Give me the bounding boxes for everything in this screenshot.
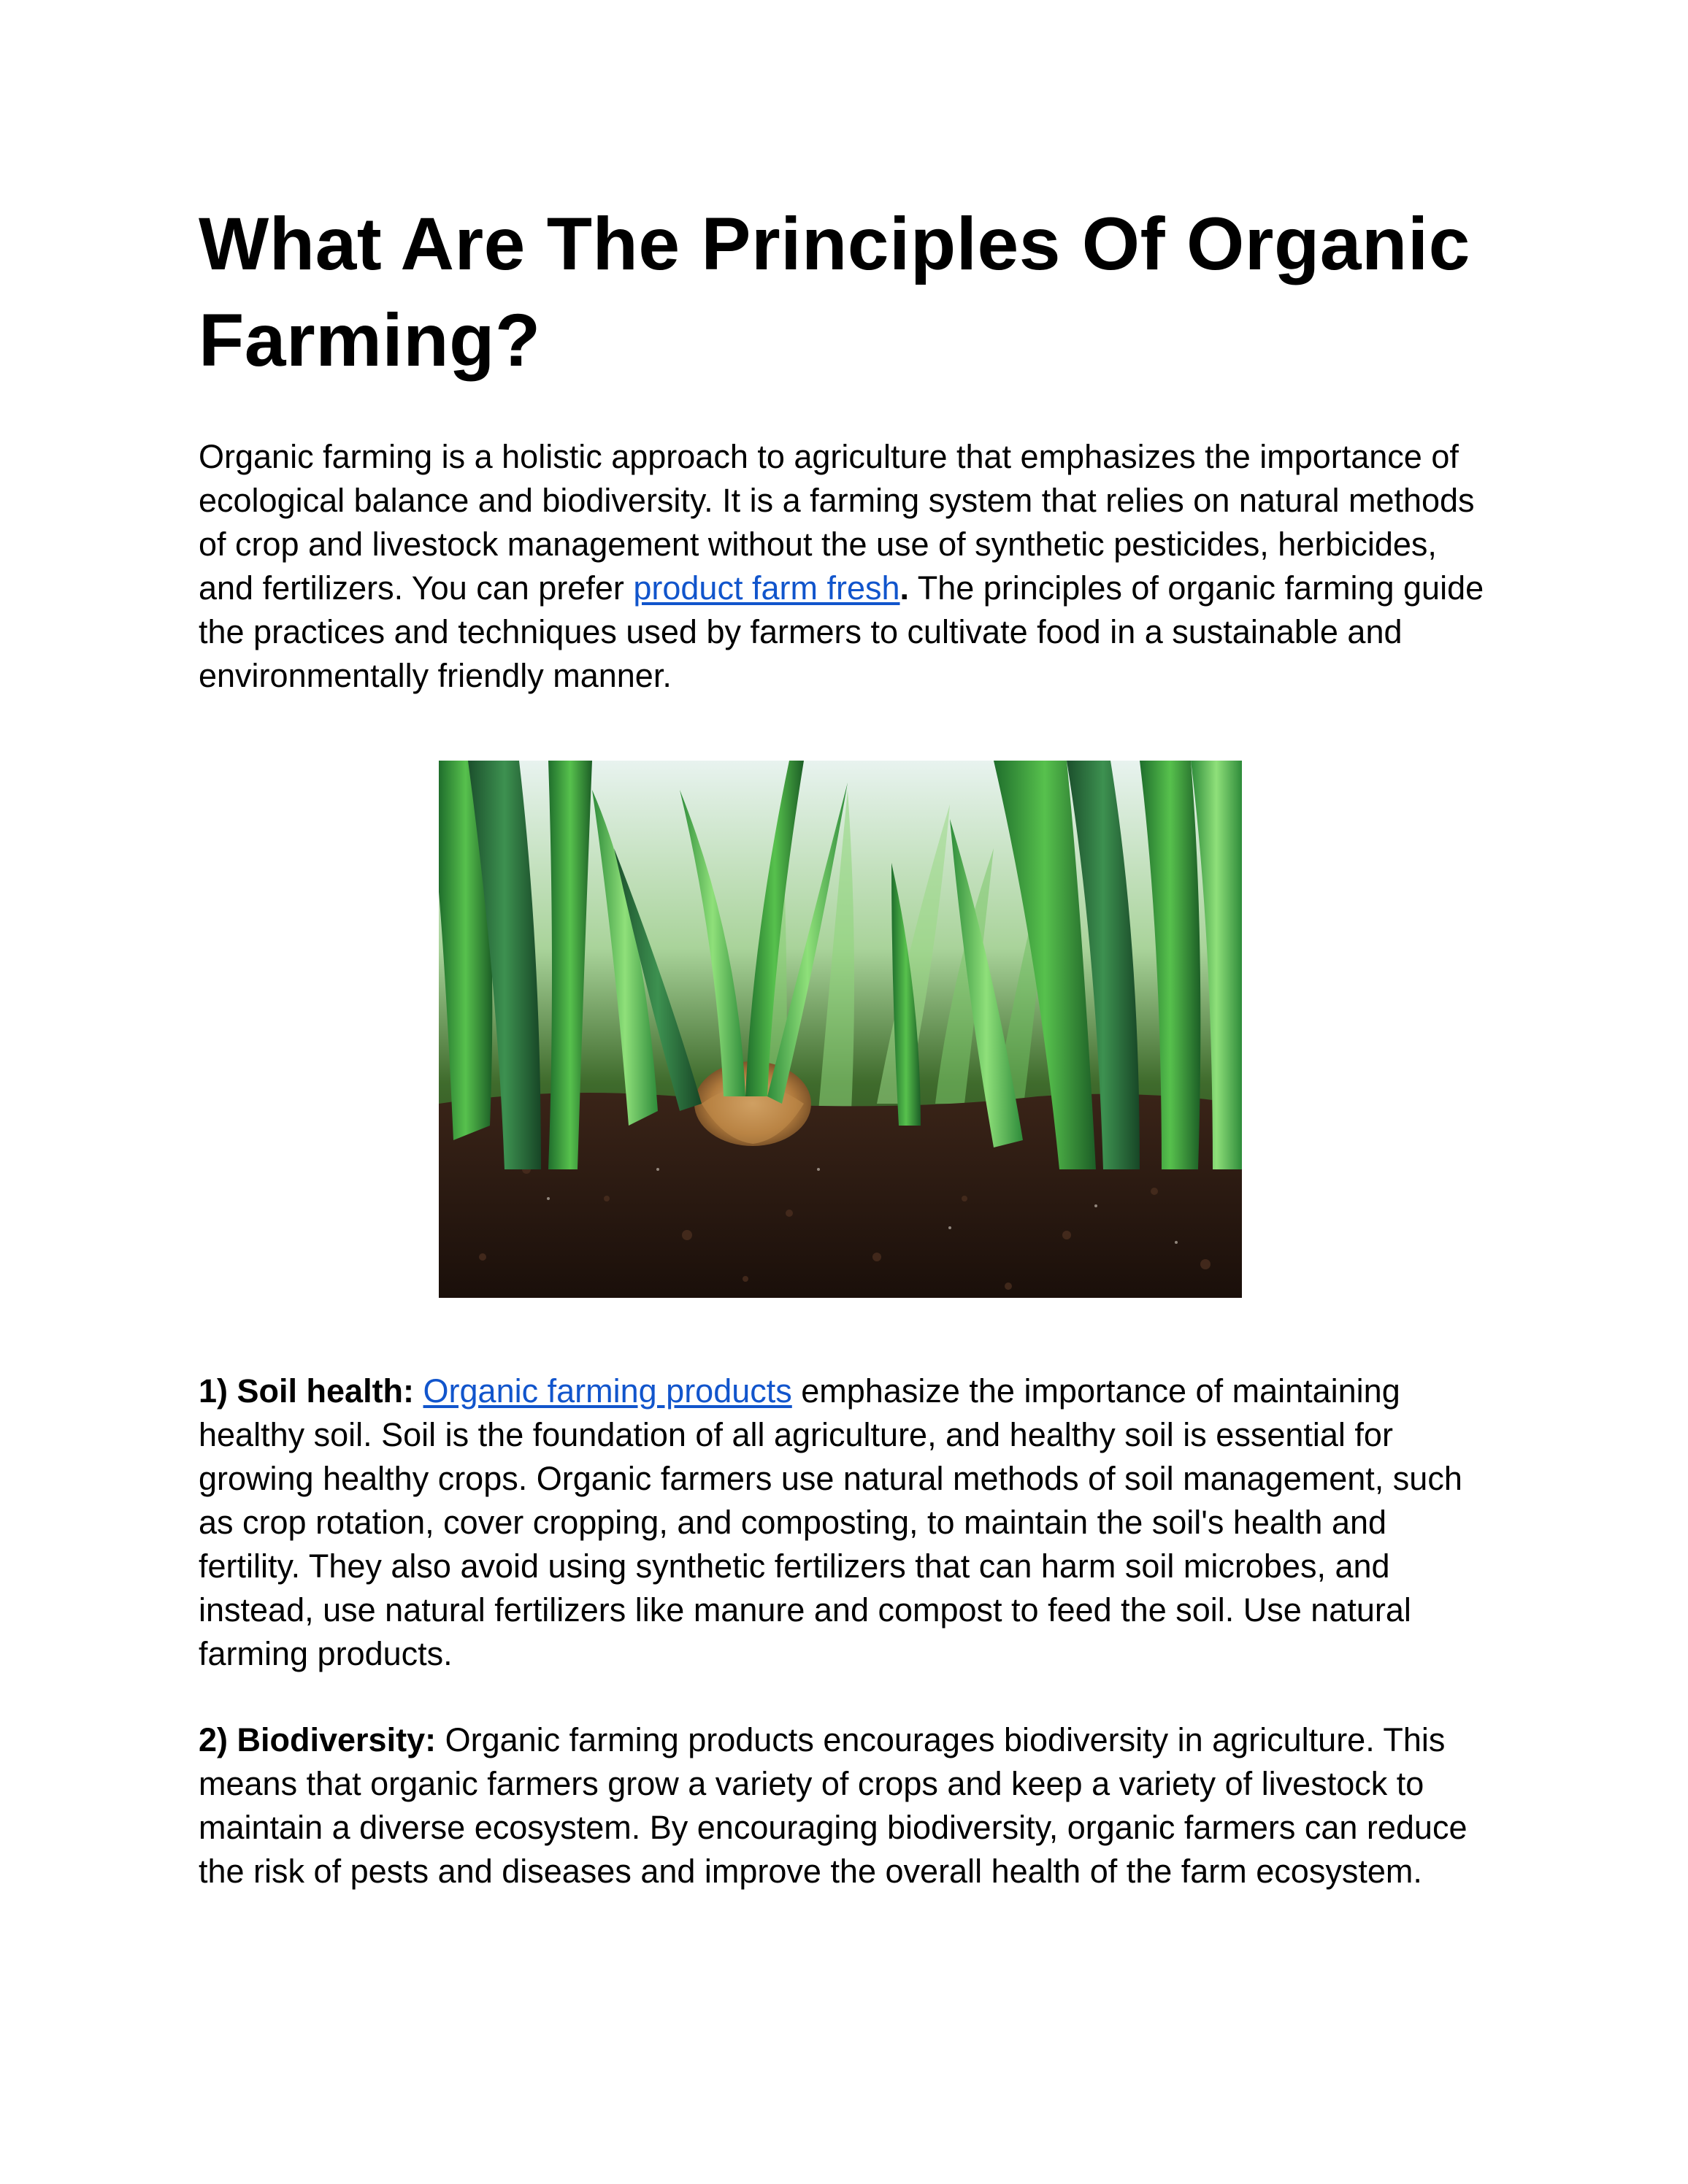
soil-health-paragraph <box>199 1369 1489 1676</box>
intro-text-after-link: The principles of organic farming guide the practices and techniques used by farmers to cultivate food in a sustainable and environmentally friendly manner. <box>199 569 1484 694</box>
product-farm-fresh-link[interactable]: product farm fresh <box>633 569 900 607</box>
page-title: What Are The Principles Of Organic Farming? <box>199 202 1470 382</box>
soil-health-text: emphasize the importance of maintaining healthy soil. Soil is the foundation of all agriculture, and healthy soil is essential for growing healthy crops. Organic farmers use natural methods of soil management, such as crop rotation, cover cropping, and composting, to maintain the soil's health and fertility. They also avoid using synthetic fertilizers that can harm soil microbes, and instead, use natural fertilizers like manure and compost to feed the soil. Use natural farming products. <box>199 1372 1462 1672</box>
intro-paragraph <box>199 435 1489 698</box>
biodiversity-text: Organic farming products encourages biodiversity in agriculture. This means that organic farmers grow a variety of crops and keep a variety of livestock to maintain a diverse ecosystem. By encouraging biodiversity, organic farmers can reduce the risk of pests and diseases and improve the overall health of the farm ecosystem. <box>199 1721 1468 1890</box>
organic-farming-products-link[interactable]: Organic farming products <box>423 1372 792 1410</box>
plants-photo <box>439 761 1242 1298</box>
soil-health-heading: 1) Soil health: <box>199 1372 415 1410</box>
biodiversity-heading: 2) Biodiversity: <box>199 1721 437 1758</box>
biodiversity-paragraph <box>199 1718 1489 1893</box>
intro-bold-period: . <box>899 569 910 607</box>
intro-text-before-link: Organic farming is a holistic approach to agriculture that emphasizes the importance of ecological balance and biodiversity. It is a farming system that relies on natural methods of crop and livestock management without the use of synthetic pesticides, herbicides, and fertilizers. You can prefer <box>199 438 1475 607</box>
